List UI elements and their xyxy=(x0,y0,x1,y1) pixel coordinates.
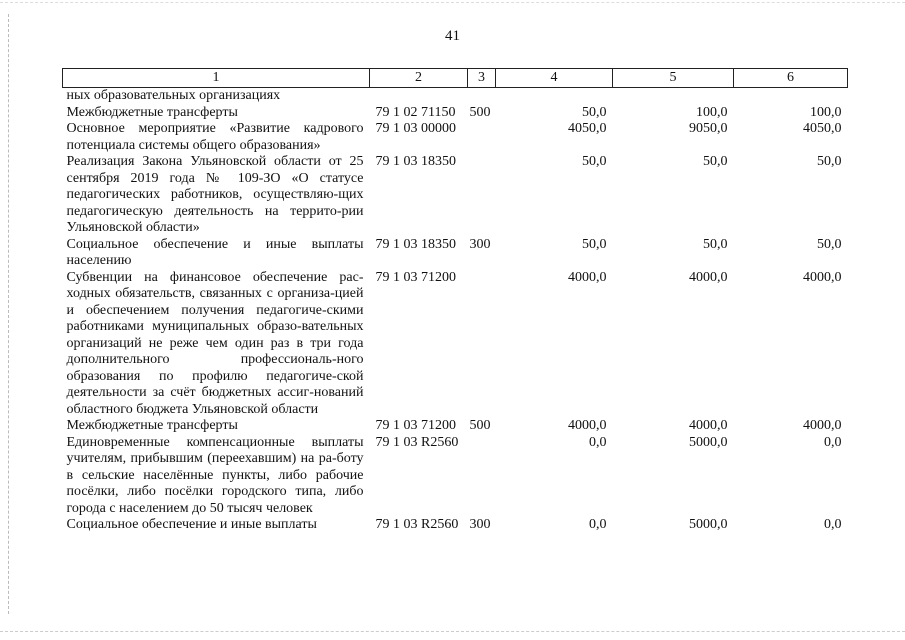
row-code xyxy=(370,88,468,105)
column-header-6: 6 xyxy=(734,69,848,88)
row-value-3: 4000,0 xyxy=(803,418,842,433)
row-code: 79 1 03 71200 xyxy=(375,418,456,433)
row-name: Социальное обеспечение и иные выплаты xyxy=(66,517,317,532)
row-value-1 xyxy=(496,88,613,105)
row-type xyxy=(468,270,496,419)
row-type xyxy=(468,88,496,105)
scan-bottom-edge xyxy=(0,631,905,632)
row-value-2: 9050,0 xyxy=(689,121,728,136)
column-header-5: 5 xyxy=(613,69,734,88)
scan-left-edge xyxy=(8,14,10,614)
row-value-3: 50,0 xyxy=(817,154,842,169)
row-code: 79 1 03 71200 xyxy=(375,269,456,285)
row-value-1: 4050,0 xyxy=(568,121,607,136)
table-row xyxy=(63,517,848,534)
row-value-3: 0,0 xyxy=(824,434,842,450)
page-number: 41 xyxy=(445,28,460,44)
row-code: 79 1 02 71150 xyxy=(375,104,456,120)
table-row xyxy=(63,270,848,419)
row-name: Единовременные компенсационные выплаты учителям, прибывшим (переехавшим) на ра-боту в сельские населённые пункты, либо рабочие посёлки, либо посёлки городского типа, либо города с населением до 50 тысяч человек xyxy=(66,434,364,516)
row-value-1: 4000,0 xyxy=(568,418,607,433)
row-value-2: 100,0 xyxy=(696,104,728,120)
row-value-3: 50,0 xyxy=(817,236,842,252)
row-type xyxy=(468,435,496,518)
row-type: 500 xyxy=(469,104,491,120)
column-header-2: 2 xyxy=(370,69,468,88)
table-row xyxy=(63,435,848,518)
row-name: Основное мероприятие «Развитие кадрового потенциала системы общего образования» xyxy=(66,121,364,153)
row-value-1: 0,0 xyxy=(589,517,607,532)
row-code: 79 1 03 R2560 xyxy=(375,434,459,450)
row-value-3: 4050,0 xyxy=(803,121,842,136)
budget-table xyxy=(62,68,848,534)
scan-top-edge xyxy=(0,2,905,3)
row-type: 500 xyxy=(469,418,491,433)
row-value-3 xyxy=(734,88,848,105)
row-name: Субвенции на финансовое обеспечение рас-ходных обязательств, связанных с организа-цией и обеспечением получения педагогиче-скими работниками муниципальных образо-вательных организаций не реже чем один раз в три года дополнительного профессиональ-ного образования по профилю педагогиче-ской деятельности за счёт бюджетных ассиг-нований областного бюджета Ульяновской области xyxy=(66,269,364,417)
row-value-1: 4000,0 xyxy=(568,269,607,285)
row-name: Межбюджетные трансферты xyxy=(66,418,238,433)
row-value-1: 50,0 xyxy=(582,236,607,252)
row-type xyxy=(468,121,496,154)
row-code: 79 1 03 00000 xyxy=(375,121,456,136)
row-type: 300 xyxy=(469,517,491,532)
row-value-1: 50,0 xyxy=(582,154,607,169)
table-row xyxy=(63,121,848,154)
row-name: Межбюджетные трансферты xyxy=(66,104,238,120)
column-header-3: 3 xyxy=(468,69,496,88)
row-value-2: 4000,0 xyxy=(689,269,728,285)
row-value-2 xyxy=(613,88,734,105)
table-row xyxy=(63,418,848,435)
row-name: Реализация Закона Ульяновской области от 25 сентября 2019 года № 109-ЗО «О статусе педагогических работников, осуществляю-щих педагогическую деятельность на террито-рии Ульяновской области» xyxy=(66,154,364,235)
row-value-3: 0,0 xyxy=(824,517,842,532)
row-value-2: 50,0 xyxy=(703,154,728,169)
row-value-3: 100,0 xyxy=(810,104,842,120)
row-value-2: 5000,0 xyxy=(689,517,728,532)
row-code: 79 1 03 18350 xyxy=(375,236,456,252)
table-header-row xyxy=(63,69,848,88)
column-header-1: 1 xyxy=(63,69,370,88)
row-type xyxy=(468,154,496,237)
table-row xyxy=(63,237,848,270)
row-name: Социальное обеспечение и иные выплаты населению xyxy=(66,236,364,268)
column-header-4: 4 xyxy=(496,69,613,88)
row-value-1: 0,0 xyxy=(589,434,607,450)
row-value-3: 4000,0 xyxy=(803,269,842,285)
row-type: 300 xyxy=(469,236,491,252)
row-code: 79 1 03 18350 xyxy=(375,154,456,169)
row-value-2: 4000,0 xyxy=(689,418,728,433)
row-name: ных образовательных организациях xyxy=(66,88,281,103)
table-row xyxy=(63,154,848,237)
table-row xyxy=(63,105,848,122)
table-row xyxy=(63,88,848,105)
row-value-2: 5000,0 xyxy=(689,434,728,450)
row-code: 79 1 03 R2560 xyxy=(375,517,459,532)
row-value-1: 50,0 xyxy=(582,104,607,120)
row-value-2: 50,0 xyxy=(703,236,728,252)
